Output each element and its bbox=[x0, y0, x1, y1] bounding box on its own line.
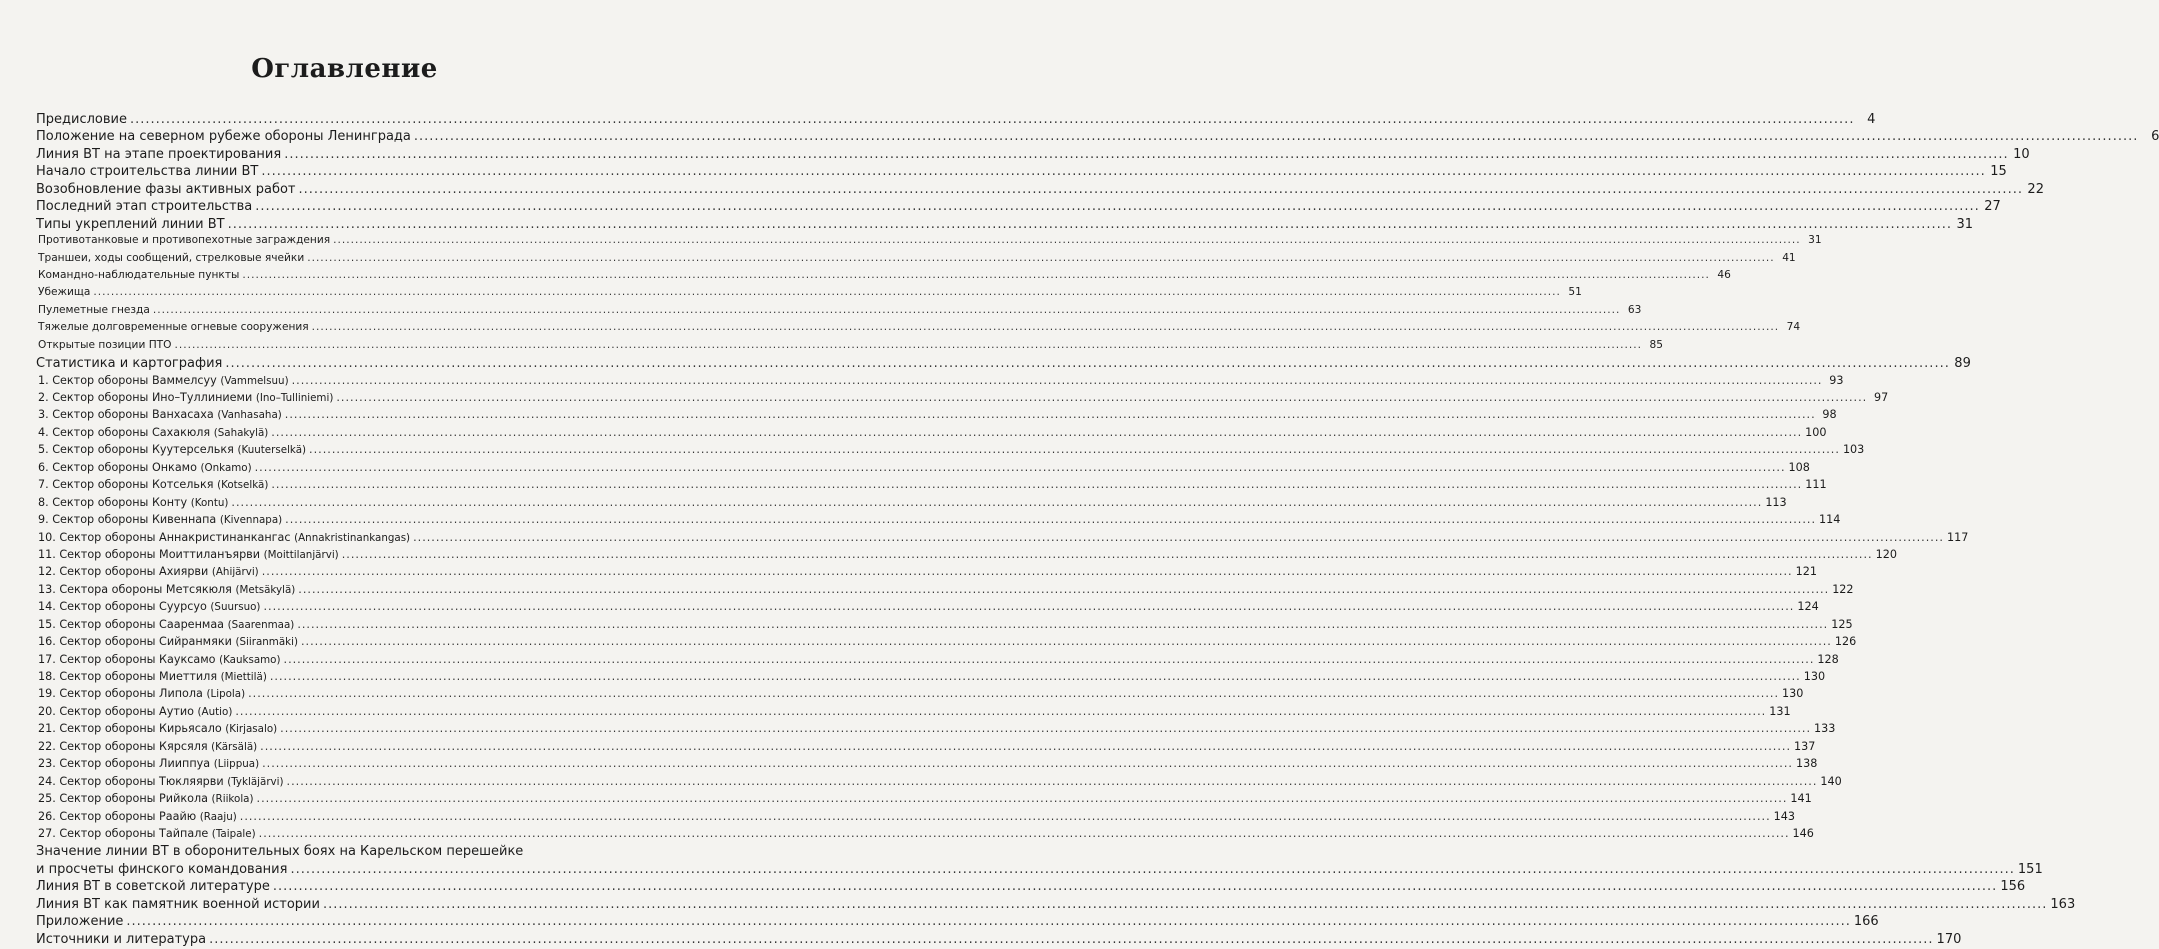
toc-entry-text: 20. Сектор обороны Аутио bbox=[38, 704, 194, 718]
toc-entry-text: Последний этап строительства bbox=[36, 199, 253, 215]
toc-entry-latin-name: (Autio) bbox=[197, 705, 233, 718]
dot-leader bbox=[336, 391, 1867, 404]
toc-entry-title bbox=[36, 147, 281, 162]
toc-entry-latin-name: (Kuuterselkä) bbox=[237, 444, 307, 457]
page-number: 141 bbox=[1790, 792, 1812, 806]
toc-entry-title bbox=[36, 129, 411, 144]
toc-entry[interactable] bbox=[36, 251, 1796, 269]
page-number: 63 bbox=[1627, 303, 1642, 316]
toc-entry-text: Противотанковые и противопехотные заграждения bbox=[38, 234, 331, 247]
toc-entry-title bbox=[36, 374, 289, 387]
toc-entry-title bbox=[36, 635, 298, 648]
toc-entry[interactable] bbox=[36, 931, 1962, 949]
page-number: 103 bbox=[1842, 443, 1865, 457]
toc-entry[interactable] bbox=[36, 722, 1836, 739]
dot-leader bbox=[271, 478, 1802, 491]
toc-entry[interactable] bbox=[36, 739, 1816, 757]
toc-entry-title bbox=[36, 443, 306, 456]
toc-entry-title bbox=[36, 653, 281, 666]
toc-entry-title bbox=[36, 583, 295, 596]
toc-entry[interactable] bbox=[36, 652, 1839, 670]
toc-entry-text: 7. Сектор обороны Котселькя bbox=[38, 478, 214, 492]
toc-entry-title bbox=[36, 705, 232, 718]
toc-entry-title bbox=[36, 112, 127, 127]
toc-entry-latin-name: (Taipale) bbox=[211, 827, 256, 840]
toc-entry[interactable] bbox=[36, 547, 1897, 565]
toc-entry-text: 5. Сектор обороны Куутерселькя bbox=[38, 443, 234, 457]
toc-entry-latin-name: (Saarenmaa) bbox=[227, 618, 295, 631]
toc-entry-title bbox=[36, 356, 222, 371]
toc-entry-latin-name: (Ahijärvi) bbox=[211, 566, 259, 579]
toc-entry-latin-name: (Onkamo) bbox=[200, 461, 252, 474]
toc-entry[interactable] bbox=[36, 321, 1801, 338]
dot-leader bbox=[333, 234, 1800, 246]
toc-entry-text: 22. Сектор обороны Кярсяля bbox=[38, 739, 208, 753]
page-number: 170 bbox=[1936, 931, 1962, 947]
toc-entry-text: 2. Сектор обороны Ино–Туллиниеми bbox=[38, 391, 253, 404]
toc-entry[interactable] bbox=[36, 268, 1731, 286]
toc-entry-title bbox=[36, 618, 294, 631]
toc-entry-title bbox=[36, 339, 171, 351]
page-number: 121 bbox=[1795, 565, 1817, 579]
toc-entry-title bbox=[36, 252, 304, 264]
dot-leader bbox=[257, 792, 1788, 805]
toc-entry-title bbox=[36, 182, 296, 197]
toc-entry[interactable] bbox=[36, 704, 1791, 722]
dot-leader bbox=[273, 879, 1997, 894]
page-number: 89 bbox=[1954, 356, 1971, 372]
toc-entry-text: 6. Сектор обороны Онкамо bbox=[38, 460, 197, 474]
page-number: 46 bbox=[1717, 268, 1731, 281]
toc-entry-text: Линия ВТ на этапе проектирования bbox=[36, 146, 282, 162]
page-number: 122 bbox=[1832, 582, 1854, 596]
toc-entry[interactable] bbox=[36, 879, 2026, 896]
toc-entry-latin-name: (Vanhasaha) bbox=[217, 409, 282, 422]
toc-entry-latin-name: (Riikola) bbox=[211, 793, 254, 806]
toc-entry[interactable] bbox=[36, 146, 2030, 164]
toc-entry-text: Положение на северном рубеже обороны Ленинграда bbox=[36, 129, 411, 145]
toc-entry[interactable] bbox=[36, 792, 1812, 809]
toc-entry[interactable] bbox=[36, 565, 1817, 582]
toc-entry-text: Источники и литература bbox=[36, 931, 207, 947]
toc-entry-latin-name: (Kotselkä) bbox=[217, 479, 269, 492]
toc-entry-text: 3. Сектор обороны Ванхасаха bbox=[38, 408, 214, 422]
toc-entry[interactable] bbox=[36, 757, 1818, 774]
toc-entry-text: 4. Сектор обороны Сахакюля bbox=[38, 425, 211, 439]
page-number: 131 bbox=[1769, 704, 1791, 718]
dot-leader bbox=[413, 531, 1944, 544]
page-number: 6 bbox=[2151, 129, 2159, 145]
dot-leader bbox=[262, 757, 1793, 770]
toc-entry-text: 16. Сектор обороны Сийранмяки bbox=[38, 635, 232, 649]
toc-entry-title bbox=[36, 199, 252, 214]
toc-entry[interactable] bbox=[36, 774, 1842, 792]
dot-leader bbox=[262, 565, 1793, 578]
toc-entry[interactable] bbox=[36, 129, 2159, 146]
toc-entry-latin-name: (Annakristinankangas) bbox=[294, 531, 411, 544]
dot-leader bbox=[292, 374, 1823, 387]
toc-entry-latin-name: (Kirjasalo) bbox=[225, 723, 278, 736]
page-number: 143 bbox=[1773, 809, 1796, 823]
toc-entry-text: 23. Сектор обороны Лииппуа bbox=[38, 757, 211, 771]
toc-entry-text: 19. Сектор обороны Липола bbox=[38, 687, 203, 701]
toc-entry[interactable] bbox=[36, 670, 1826, 687]
toc-entry-title bbox=[36, 565, 259, 578]
toc-entry-latin-name: (Sahakylä) bbox=[213, 426, 269, 439]
toc-entry[interactable] bbox=[36, 234, 1822, 251]
toc-entry-latin-name: (Miettilä) bbox=[220, 671, 267, 683]
toc-entry-title bbox=[36, 775, 284, 788]
toc-entry-title bbox=[36, 879, 270, 894]
toc-entry[interactable] bbox=[36, 286, 1582, 303]
toc-entry-title bbox=[36, 408, 282, 421]
toc-entry-latin-name: (Raaju) bbox=[199, 810, 237, 823]
toc-entry[interactable] bbox=[36, 809, 1796, 827]
dot-leader bbox=[271, 426, 1802, 439]
toc-entry-title bbox=[36, 897, 320, 912]
page-number: 117 bbox=[1946, 530, 1969, 544]
toc-entry-title bbox=[36, 304, 150, 316]
page-number: 130 bbox=[1803, 670, 1826, 683]
toc-entry-title bbox=[36, 426, 268, 439]
toc-entry-latin-name: (Kontu) bbox=[190, 496, 229, 509]
toc-entry-line: Значение линии ВТ в оборонительных боях на Карельском перешейке bbox=[36, 844, 524, 860]
dot-leader bbox=[209, 932, 1933, 947]
page-number: 4 bbox=[1867, 112, 1876, 127]
toc-entry-title bbox=[36, 740, 257, 753]
toc-entry-title bbox=[36, 600, 260, 613]
dot-leader bbox=[323, 897, 2047, 912]
dot-leader bbox=[307, 252, 1774, 264]
toc-entry-text: Возобновление фазы активных работ bbox=[36, 181, 296, 197]
dot-leader bbox=[285, 408, 1816, 421]
dot-leader bbox=[255, 461, 1786, 474]
page-number: 138 bbox=[1795, 757, 1818, 771]
page-number: 85 bbox=[1649, 338, 1663, 351]
toc-entry[interactable] bbox=[36, 112, 1876, 129]
dot-leader bbox=[290, 862, 2014, 877]
toc-entry-title bbox=[36, 531, 410, 544]
toc-entry-text: 15. Сектор обороны Сааренмаа bbox=[38, 617, 225, 631]
toc-entry[interactable] bbox=[36, 861, 2043, 879]
toc-entry-text: Тяжелые долговременные огневые сооружения bbox=[38, 321, 309, 334]
dot-leader bbox=[261, 164, 1985, 179]
page-number: 140 bbox=[1820, 774, 1842, 788]
toc-entry[interactable] bbox=[36, 478, 1827, 495]
toc-entry-latin-name: (Moittilanjärvi) bbox=[263, 548, 339, 561]
page-number: 124 bbox=[1797, 600, 1819, 614]
page-number: 166 bbox=[1853, 914, 1879, 930]
toc-entry-text: Пулеметные гнезда bbox=[38, 303, 150, 316]
toc-entry[interactable] bbox=[36, 391, 1889, 408]
dot-leader bbox=[299, 182, 2023, 197]
toc-entry[interactable] bbox=[36, 513, 1841, 530]
toc-entry-latin-name: (Vammelsuu) bbox=[220, 374, 289, 387]
page-number: 133 bbox=[1814, 722, 1836, 736]
page-number: 120 bbox=[1875, 547, 1897, 561]
dot-leader bbox=[242, 269, 1709, 281]
dot-leader bbox=[280, 722, 1811, 735]
toc-entry[interactable] bbox=[36, 896, 2076, 914]
page-title: Оглавление bbox=[251, 54, 438, 84]
dot-leader bbox=[284, 653, 1815, 666]
toc-entry-title bbox=[36, 548, 339, 561]
toc-entry-text: Траншеи, ходы сообщений, стрелковые ячейки bbox=[38, 251, 305, 264]
dot-leader bbox=[228, 217, 1952, 232]
toc-entry-title bbox=[36, 164, 258, 179]
toc-entry-text: 14. Сектор обороны Суурсуо bbox=[38, 600, 207, 614]
page-number: 146 bbox=[1792, 826, 1814, 840]
page-number: 151 bbox=[2017, 861, 2043, 877]
toc-entry-latin-name: (Ino–Tulliniemi) bbox=[255, 392, 334, 404]
toc-entry-text: Статистика и картография bbox=[36, 356, 223, 372]
toc-entry-title bbox=[36, 496, 228, 509]
dot-leader bbox=[309, 443, 1840, 456]
dot-leader bbox=[235, 705, 1766, 718]
toc-entry-latin-name: (Siiranmäki) bbox=[235, 636, 298, 649]
toc-entry[interactable] bbox=[36, 164, 2007, 181]
toc-entry-title bbox=[36, 914, 123, 929]
toc-entry-text: 25. Сектор обороны Рийкола bbox=[38, 792, 208, 806]
toc-entry-text: 10. Сектор обороны Аннакристинанкангас bbox=[38, 530, 291, 544]
page-number: 31 bbox=[1956, 216, 1974, 232]
toc-entry[interactable] bbox=[36, 425, 1827, 443]
page-number: 15 bbox=[1990, 164, 2007, 180]
toc-entry-text: 11. Сектор обороны Моиттиланъярви bbox=[38, 547, 261, 561]
dot-leader bbox=[298, 583, 1829, 596]
toc-entry-text: 27. Сектор обороны Тайпале bbox=[38, 826, 209, 840]
dot-leader bbox=[225, 356, 1949, 371]
toc-entry[interactable] bbox=[36, 460, 1810, 478]
dot-leader bbox=[259, 827, 1790, 840]
toc-entry-title bbox=[36, 286, 90, 298]
toc-entry-text: Типы укреплений линии ВТ bbox=[36, 216, 225, 232]
toc-entry[interactable] bbox=[36, 826, 1814, 844]
toc-entry[interactable] bbox=[36, 216, 1974, 234]
toc-entry-title bbox=[36, 461, 252, 474]
dot-leader bbox=[153, 304, 1620, 316]
page-number: 93 bbox=[1829, 373, 1844, 387]
page-number: 97 bbox=[1873, 391, 1889, 404]
toc-entry-title bbox=[36, 478, 268, 491]
toc-entry-text: Командно-наблюдательные пункты bbox=[38, 268, 240, 281]
table-of-contents bbox=[36, 112, 2159, 949]
toc-entry[interactable] bbox=[36, 530, 1969, 548]
page-number: 113 bbox=[1765, 495, 1787, 509]
toc-entry[interactable] bbox=[36, 373, 1844, 391]
dot-leader bbox=[174, 339, 1641, 351]
toc-entry-text: 12. Сектор обороны Ахиярви bbox=[38, 565, 209, 579]
toc-entry-title bbox=[36, 757, 259, 770]
toc-entry[interactable] bbox=[36, 356, 1971, 373]
toc-entry-text: 1. Сектор обороны Ваммелсуу bbox=[38, 373, 217, 387]
dot-leader bbox=[312, 321, 1779, 333]
dot-leader bbox=[130, 112, 1854, 127]
toc-entry[interactable] bbox=[36, 687, 1804, 704]
toc-entry-latin-name: (Metsäkylä) bbox=[235, 583, 296, 596]
dot-leader bbox=[285, 513, 1816, 526]
toc-entry-title bbox=[36, 234, 330, 246]
dot-leader bbox=[414, 129, 2138, 144]
toc-entry-latin-name: (Liippua) bbox=[213, 758, 260, 771]
toc-entry-title bbox=[36, 670, 267, 683]
page-number: 22 bbox=[2027, 181, 2044, 197]
toc-entry[interactable] bbox=[36, 495, 1787, 513]
toc-entry-latin-name: (Kärsälä) bbox=[211, 740, 258, 753]
page-number: 100 bbox=[1805, 425, 1827, 439]
toc-entry-title bbox=[36, 391, 333, 404]
dot-leader bbox=[126, 914, 1850, 929]
toc-entry-title bbox=[36, 827, 256, 840]
toc-entry[interactable] bbox=[36, 199, 2001, 216]
page-number: 114 bbox=[1819, 513, 1841, 527]
page-number: 51 bbox=[1568, 286, 1582, 299]
toc-entry-text: 24. Сектор обороны Тюкляярви bbox=[38, 774, 224, 788]
toc-entry-text: 17. Сектор обороны Кауксамо bbox=[38, 652, 216, 666]
toc-entry-title bbox=[36, 687, 245, 700]
toc-entry-latin-name: (Lipola) bbox=[206, 688, 246, 701]
toc-entry[interactable] bbox=[36, 408, 1837, 425]
dot-leader bbox=[93, 286, 1560, 298]
toc-entry-text: Открытые позиции ПТО bbox=[38, 338, 172, 351]
page-number: 111 bbox=[1805, 478, 1827, 492]
page-number: 156 bbox=[2000, 879, 2026, 895]
page-number: 27 bbox=[1984, 199, 2001, 215]
toc-entry-latin-name: (Tykläjärvi) bbox=[227, 775, 284, 788]
dot-leader bbox=[255, 199, 1979, 214]
toc-entry-text: 13. Сектора обороны Метсякюля bbox=[38, 582, 232, 596]
page-number: 125 bbox=[1831, 617, 1853, 631]
page-number: 31 bbox=[1808, 234, 1822, 247]
toc-entry-text: Приложение bbox=[36, 914, 124, 930]
toc-entry-text: 18. Сектор обороны Миеттиля bbox=[38, 670, 218, 683]
toc-entry[interactable] bbox=[36, 181, 2044, 199]
toc-entry[interactable] bbox=[36, 617, 1853, 635]
page-number: 10 bbox=[2013, 146, 2030, 162]
page-number: 41 bbox=[1782, 251, 1796, 264]
dot-leader bbox=[297, 618, 1828, 631]
toc-entry-title bbox=[36, 932, 206, 947]
page-number: 126 bbox=[1834, 635, 1857, 649]
toc-entry-title bbox=[36, 217, 225, 232]
toc-entry-text: Линия ВТ в советской литературе bbox=[36, 879, 270, 895]
dot-leader bbox=[263, 600, 1794, 613]
toc-entry-text: 9. Сектор обороны Кивеннапа bbox=[38, 513, 217, 527]
toc-entry-title bbox=[36, 792, 254, 805]
page-number: 163 bbox=[2050, 896, 2076, 912]
toc-entry-text: Линия ВТ как памятник военной истории bbox=[36, 896, 320, 912]
dot-leader bbox=[342, 548, 1873, 561]
page-number: 137 bbox=[1794, 739, 1816, 753]
dot-leader bbox=[231, 496, 1762, 509]
toc-entry-text: Убежища bbox=[38, 286, 91, 299]
toc-entry-title bbox=[36, 513, 282, 526]
toc-entry[interactable] bbox=[36, 303, 1642, 321]
page-number: 128 bbox=[1817, 652, 1839, 666]
page-number: 98 bbox=[1822, 408, 1837, 422]
dot-leader bbox=[284, 147, 2008, 162]
dot-leader bbox=[301, 635, 1832, 648]
page-number: 74 bbox=[1786, 321, 1801, 334]
toc-entry-text: Начало строительства линии ВТ bbox=[36, 164, 259, 180]
toc-entry-latin-name: (Kivennapa) bbox=[219, 514, 283, 527]
toc-entry-text: 21. Сектор обороны Кирьясало bbox=[38, 722, 222, 736]
page-number: 108 bbox=[1788, 460, 1810, 474]
toc-entry-text: Предисловие bbox=[36, 112, 127, 127]
toc-entry-text: и просчеты финского командования bbox=[36, 861, 288, 877]
toc-entry-title bbox=[36, 810, 237, 823]
dot-leader bbox=[287, 775, 1818, 788]
toc-entry[interactable] bbox=[36, 914, 1879, 931]
dot-leader bbox=[248, 687, 1779, 700]
toc-entry-latin-name: (Suursuo) bbox=[210, 601, 261, 614]
toc-entry-title bbox=[36, 321, 309, 333]
toc-entry-title bbox=[36, 269, 239, 281]
toc-entry[interactable] bbox=[36, 443, 1865, 460]
dot-leader bbox=[270, 670, 1801, 683]
dot-leader bbox=[240, 810, 1771, 823]
toc-entry-latin-name: (Kauksamo) bbox=[219, 653, 281, 666]
toc-entry[interactable] bbox=[36, 635, 1857, 652]
page-number: 130 bbox=[1782, 687, 1804, 701]
dot-leader bbox=[260, 740, 1791, 753]
toc-entry[interactable] bbox=[36, 338, 1663, 356]
toc-entry-title bbox=[36, 862, 287, 877]
toc-entry-text: 8. Сектор обороны Конту bbox=[38, 495, 188, 509]
toc-entry[interactable] bbox=[36, 600, 1819, 617]
toc-entry-title bbox=[36, 722, 277, 735]
toc-entry[interactable] bbox=[36, 582, 1854, 600]
toc-entry-text: 26. Сектор обороны Раайю bbox=[38, 809, 197, 823]
